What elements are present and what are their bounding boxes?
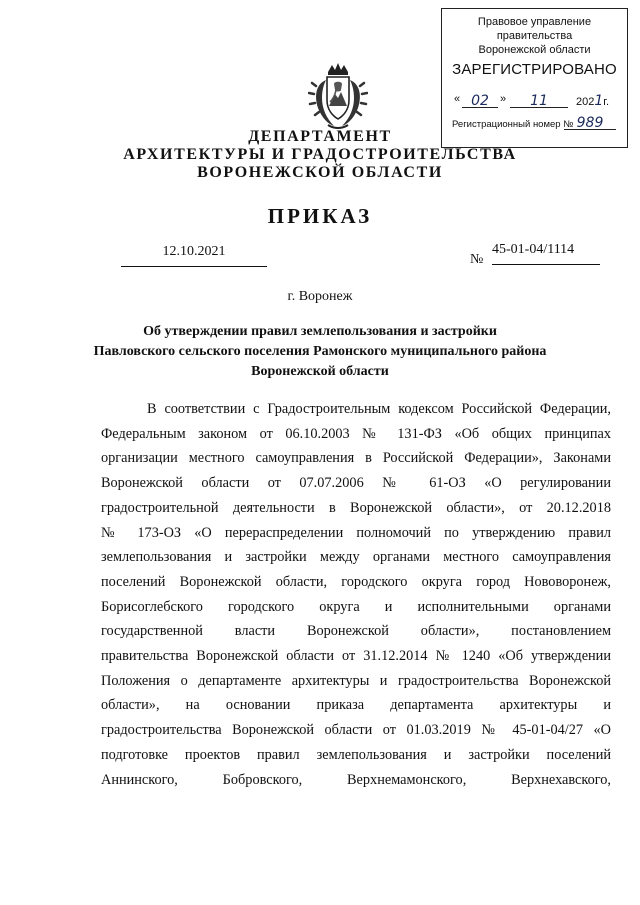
body-line: градостроительства Воронежской области от 01.03.2019 № 45-01-04/27 «О — [101, 722, 611, 739]
body-line: государственной власти Воронежской области», постановлением — [101, 623, 611, 640]
body-line: № 173-ОЗ «О перераспределении полномочий по утверждению правил — [101, 524, 611, 541]
stamp-month: 11 — [530, 93, 548, 109]
document-type: ПРИКАЗ — [267, 204, 373, 228]
stamp-year-prefix: 202 — [576, 96, 595, 108]
order-subject — [90, 322, 550, 382]
body-line: поселений Воронежской области, городского округа город Нововоронеж, — [101, 573, 611, 590]
subject-line2: Павловского сельского поселения Рамонского муниципального района — [93, 344, 547, 359]
body-line: землепользования и застройки между органами местного самоуправления — [101, 549, 611, 566]
department-name — [60, 128, 580, 182]
stamp-day: 02 — [471, 93, 489, 109]
stamp-organization — [442, 15, 627, 57]
subject-line3: Воронежской области — [251, 364, 389, 379]
stamp-org-line2: Воронежской области — [478, 44, 591, 56]
coat-of-arms-icon — [308, 62, 368, 132]
stamp-reg-number: 989 — [576, 115, 604, 131]
subject-line1: Об утверждении правил землепользования и застройки — [143, 324, 497, 339]
body-line: Аннинского, Бобровского, Верхнемамонского, Верхнехавского, — [101, 771, 611, 788]
body-line: Воронежской области от 07.07.2006 № 61-ОЗ «О регулировании — [101, 475, 611, 492]
stamp-reg-number-label: Регистрационный номер № — [452, 119, 574, 130]
department-line2: АРХИТЕКТУРЫ И ГРАДОСТРОИТЕЛЬСТВА — [123, 146, 517, 163]
body-line: правительства Воронежской области от 31.12.2014 № 1240 «Об утверждении — [101, 648, 611, 665]
order-date: 12.10.2021 — [121, 244, 267, 267]
stamp-org-line1: Правовое управление правительства — [477, 16, 592, 42]
department-line3: ВОРОНЕЖСКОЙ ОБЛАСТИ — [197, 164, 443, 181]
body-line: области», на основании приказа департамента архитектуры и — [101, 697, 611, 714]
registration-stamp: Правовое управление правительства Воронежской области ЗАРЕГИСТРИРОВАНО « 02 » 11 2021г. Регистрационный номер № 989 — [441, 8, 628, 148]
body-paragraph — [101, 397, 611, 792]
body-line: градостроительной деятельности в Воронежской области», от 20.12.2018 — [101, 499, 611, 516]
order-number: 45-01-04/1114 — [492, 242, 600, 265]
body-line: Федеральным законом от 06.10.2003 № 131-ФЗ «Об общих принципах — [101, 425, 611, 442]
body-line: Борисоглебского городского округа и исполнительными органами — [101, 598, 611, 615]
department-line1: ДЕПАРТАМЕНТ — [248, 128, 392, 145]
number-sign: № — [470, 252, 484, 267]
city: г. Воронеж — [287, 289, 353, 304]
stamp-year-suffix: 1 — [594, 93, 604, 109]
stamp-registered-label: ЗАРЕГИСТРИРОВАНО — [452, 61, 617, 78]
body-line: Положения о департаменте архитектуры и градостроительства Воронежской — [101, 672, 611, 689]
stamp-year-unit: г. — [603, 96, 610, 108]
body-line: В соответствии с Градостроительным кодексом Российской Федерации, — [147, 401, 611, 417]
body-line: подготовке проектов правил землепользования и застройки поселений — [101, 746, 611, 763]
body-line: организации местного самоуправления в Российской Федерации», Законами — [101, 450, 611, 467]
